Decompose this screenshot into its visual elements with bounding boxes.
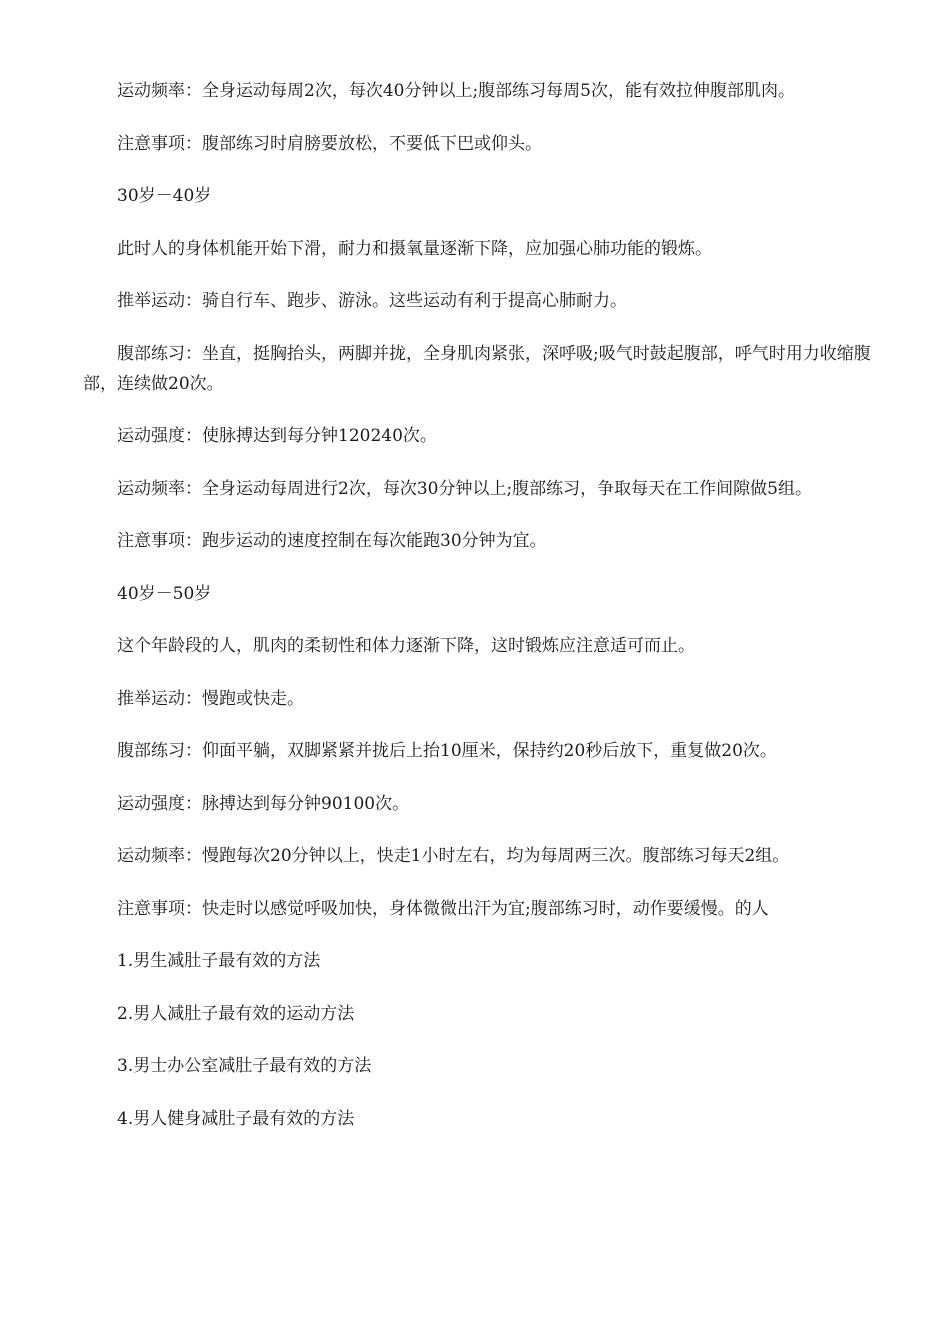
paragraph-intensity-30-40: 运动强度：使脉搏达到每分钟120240次。 bbox=[117, 426, 437, 446]
paragraph-exercise-frequency-20s: 运动频率：全身运动每周2次，每次40分钟以上;腹部练习每周5次，能有效拉伸腹部肌肉。 bbox=[117, 81, 795, 101]
paragraph-intro-40-50: 这个年龄段的人，肌肉的柔韧性和体力逐渐下降，这时锻炼应注意适可而止。 bbox=[117, 636, 695, 656]
paragraph-abdominal-exercise-30-40: 腹部练习：坐直，挺胸抬头，两脚并拢，全身肌肉紧张，深呼吸;吸气时鼓起腹部，呼气时用力收缩腹部，连续做20次。 bbox=[83, 343, 871, 394]
section-heading-30-40: 30岁－40岁 bbox=[117, 186, 212, 206]
paragraph-frequency-40-50: 运动频率：慢跑每次20分钟以上，快走1小时左右，均为每周两三次。腹部练习每天2组。 bbox=[117, 846, 790, 866]
paragraph-notes-20s: 注意事项：腹部练习时肩膀要放松，不要低下巴或仰头。 bbox=[117, 133, 542, 154]
paragraph-notes-30-40: 注意事项：跑步运动的速度控制在每次能跑30分钟为宜。 bbox=[117, 531, 547, 551]
paragraph-abdominal-exercise-40-50: 腹部练习：仰面平躺，双脚紧紧并拢后上抬10厘米，保持约20秒后放下，重复做20次。 bbox=[117, 741, 777, 761]
document-body bbox=[83, 76, 873, 1156]
paragraph-recommended-exercise-30-40: 推举运动：骑自行车、跑步、游泳。这些运动有利于提高心肺耐力。 bbox=[117, 291, 627, 311]
paragraph-intro-30-40: 此时人的身体机能开始下滑，耐力和摄氧量逐渐下降，应加强心肺功能的锻炼。 bbox=[117, 238, 712, 259]
section-heading-40-50: 40岁－50岁 bbox=[117, 583, 212, 604]
paragraph-intensity-40-50: 运动强度：脉搏达到每分钟90100次。 bbox=[117, 793, 410, 814]
related-list-item-4: 4.男人健身减肚子最有效的方法 bbox=[117, 1108, 355, 1129]
related-list-item-2: 2.男人减肚子最有效的运动方法 bbox=[117, 1003, 355, 1024]
paragraph-notes-40-50: 注意事项：快走时以感觉呼吸加快，身体微微出汗为宜;腹部练习时，动作要缓慢。的人 bbox=[117, 898, 769, 919]
paragraph-recommended-exercise-40-50: 推举运动：慢跑或快走。 bbox=[117, 688, 304, 709]
related-list-item-3: 3.男士办公室减肚子最有效的方法 bbox=[117, 1056, 372, 1076]
related-list-item-1: 1.男生减肚子最有效的方法 bbox=[117, 951, 321, 971]
paragraph-frequency-30-40: 运动频率：全身运动每周进行2次，每次30分钟以上;腹部练习，争取每天在工作间隙做5组。 bbox=[117, 478, 812, 499]
